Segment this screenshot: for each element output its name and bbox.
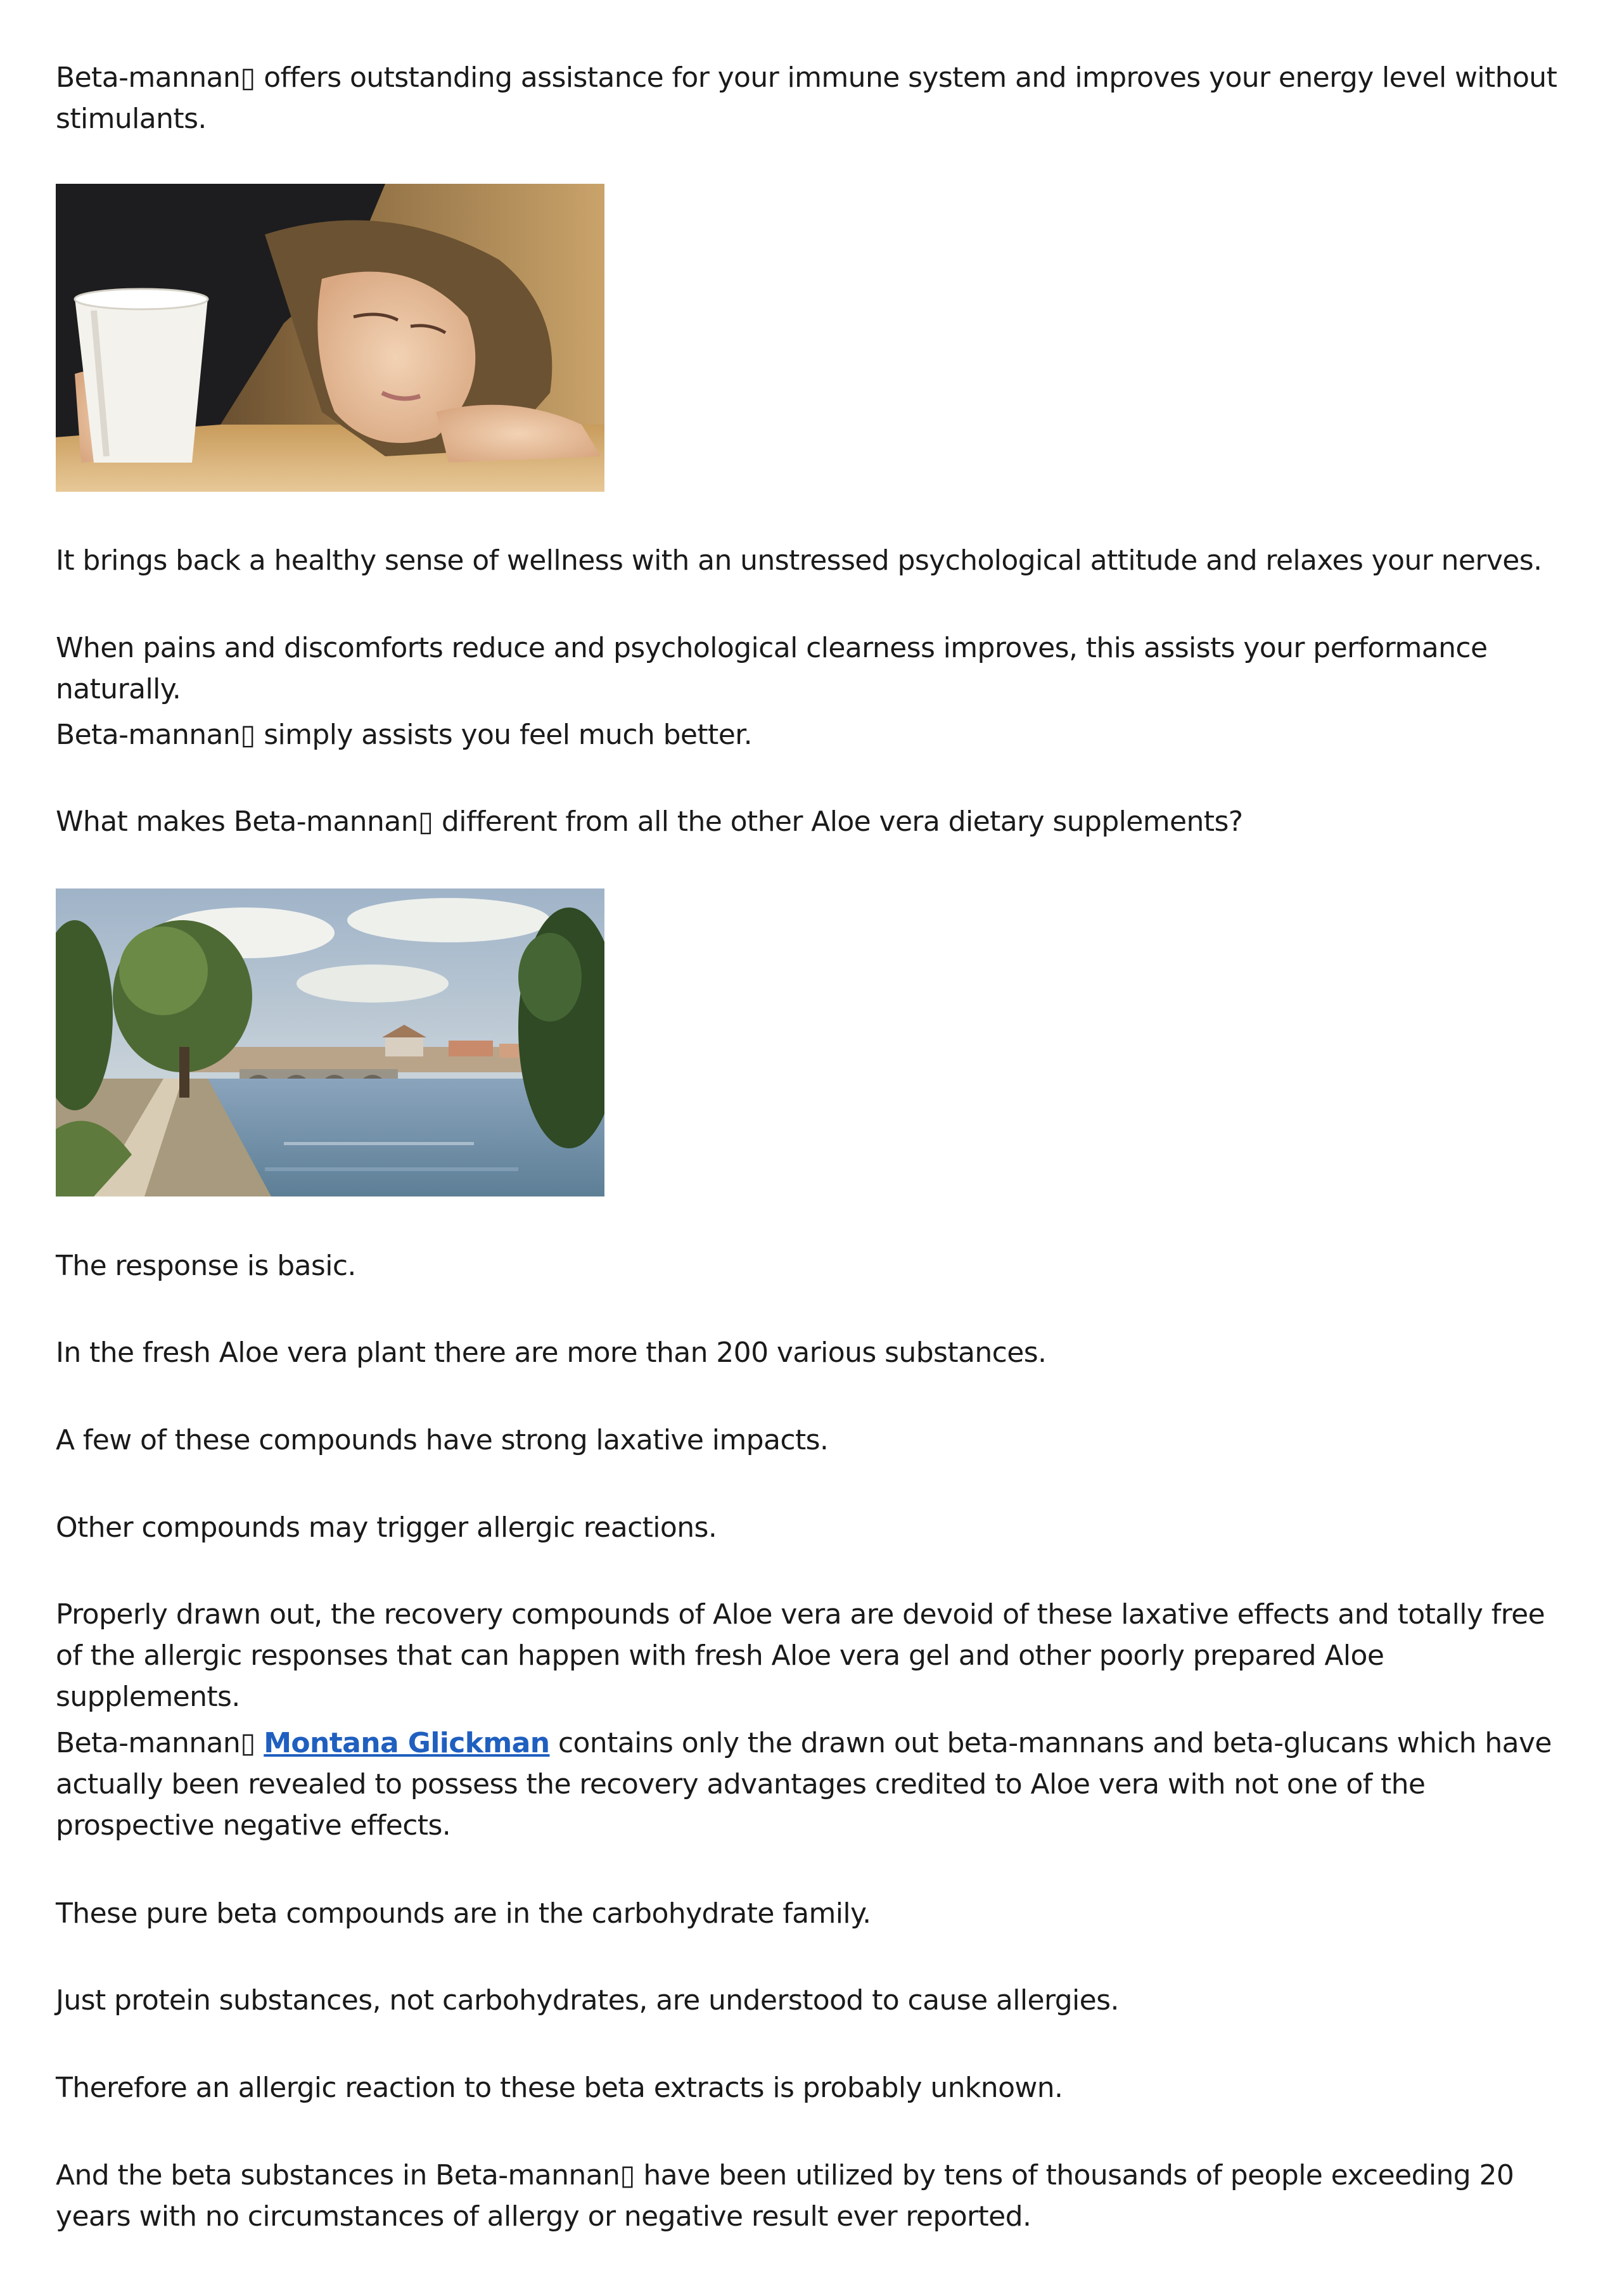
paragraph-contains-lead: Beta-mannan▯ bbox=[56, 1727, 264, 1759]
paragraph-contains-rest: contains only the drawn out beta-mannans and beta-glucans which have actually been revealed to possess the recovery advantages credited to Aloe vera with not one of the prospective negative effects. bbox=[56, 1727, 1552, 1842]
paragraph-allergic: Other compounds may trigger allergic reactions. bbox=[56, 1511, 717, 1544]
paragraph-substances: In the fresh Aloe vera plant there are more than 200 various substances. bbox=[56, 1337, 1047, 1369]
paragraph-carbohydrate: These pure beta compounds are in the carbohydrate family. bbox=[56, 1897, 871, 1930]
paragraph-clearness: When pains and discomforts reduce and psychological clearness improves, this assists your performance naturally. bbox=[56, 632, 1488, 705]
montana-glickman-link[interactable]: Montana Glickman bbox=[264, 1727, 550, 1759]
paragraph-twenty-years: And the beta substances in Beta-mannan▯ have been utilized by tens of thousands of people exceeding 20 years with no circumstances of allergy or negative result ever reported. bbox=[56, 2159, 1514, 2233]
paragraph-contains bbox=[56, 1722, 1576, 1846]
paragraph-laxative: A few of these compounds have strong laxative impacts. bbox=[56, 1424, 829, 1456]
paragraph-question: What makes Beta-mannan▯ different from all the other Aloe vera dietary supplements? bbox=[56, 805, 1243, 838]
paragraph-wellness: It brings back a healthy sense of wellness with an unstressed psychological attitude and relaxes your nerves. bbox=[56, 544, 1542, 577]
paragraph-properly-drawn: Properly drawn out, the recovery compounds of Aloe vera are devoid of these laxative effects and totally free of the allergic responses that can happen with fresh Aloe vera gel and other poorly prepared Aloe supplements. bbox=[56, 1598, 1545, 1713]
tired-woman-photo bbox=[56, 184, 604, 492]
river-painting-image bbox=[56, 888, 604, 1196]
paragraph-protein: Just protein substances, not carbohydrates, are understood to cause allergies. bbox=[56, 1984, 1119, 2017]
paragraph-intro: Beta-mannan▯ offers outstanding assistance for your immune system and improves your energy level without stimulants. bbox=[56, 61, 1557, 135]
paragraph-unknown: Therefore an allergic reaction to these beta extracts is probably unknown. bbox=[56, 2072, 1063, 2104]
paragraph-response: The response is basic. bbox=[56, 1250, 356, 1282]
paragraph-feel-better: Beta-mannan▯ simply assists you feel much better. bbox=[56, 719, 753, 751]
